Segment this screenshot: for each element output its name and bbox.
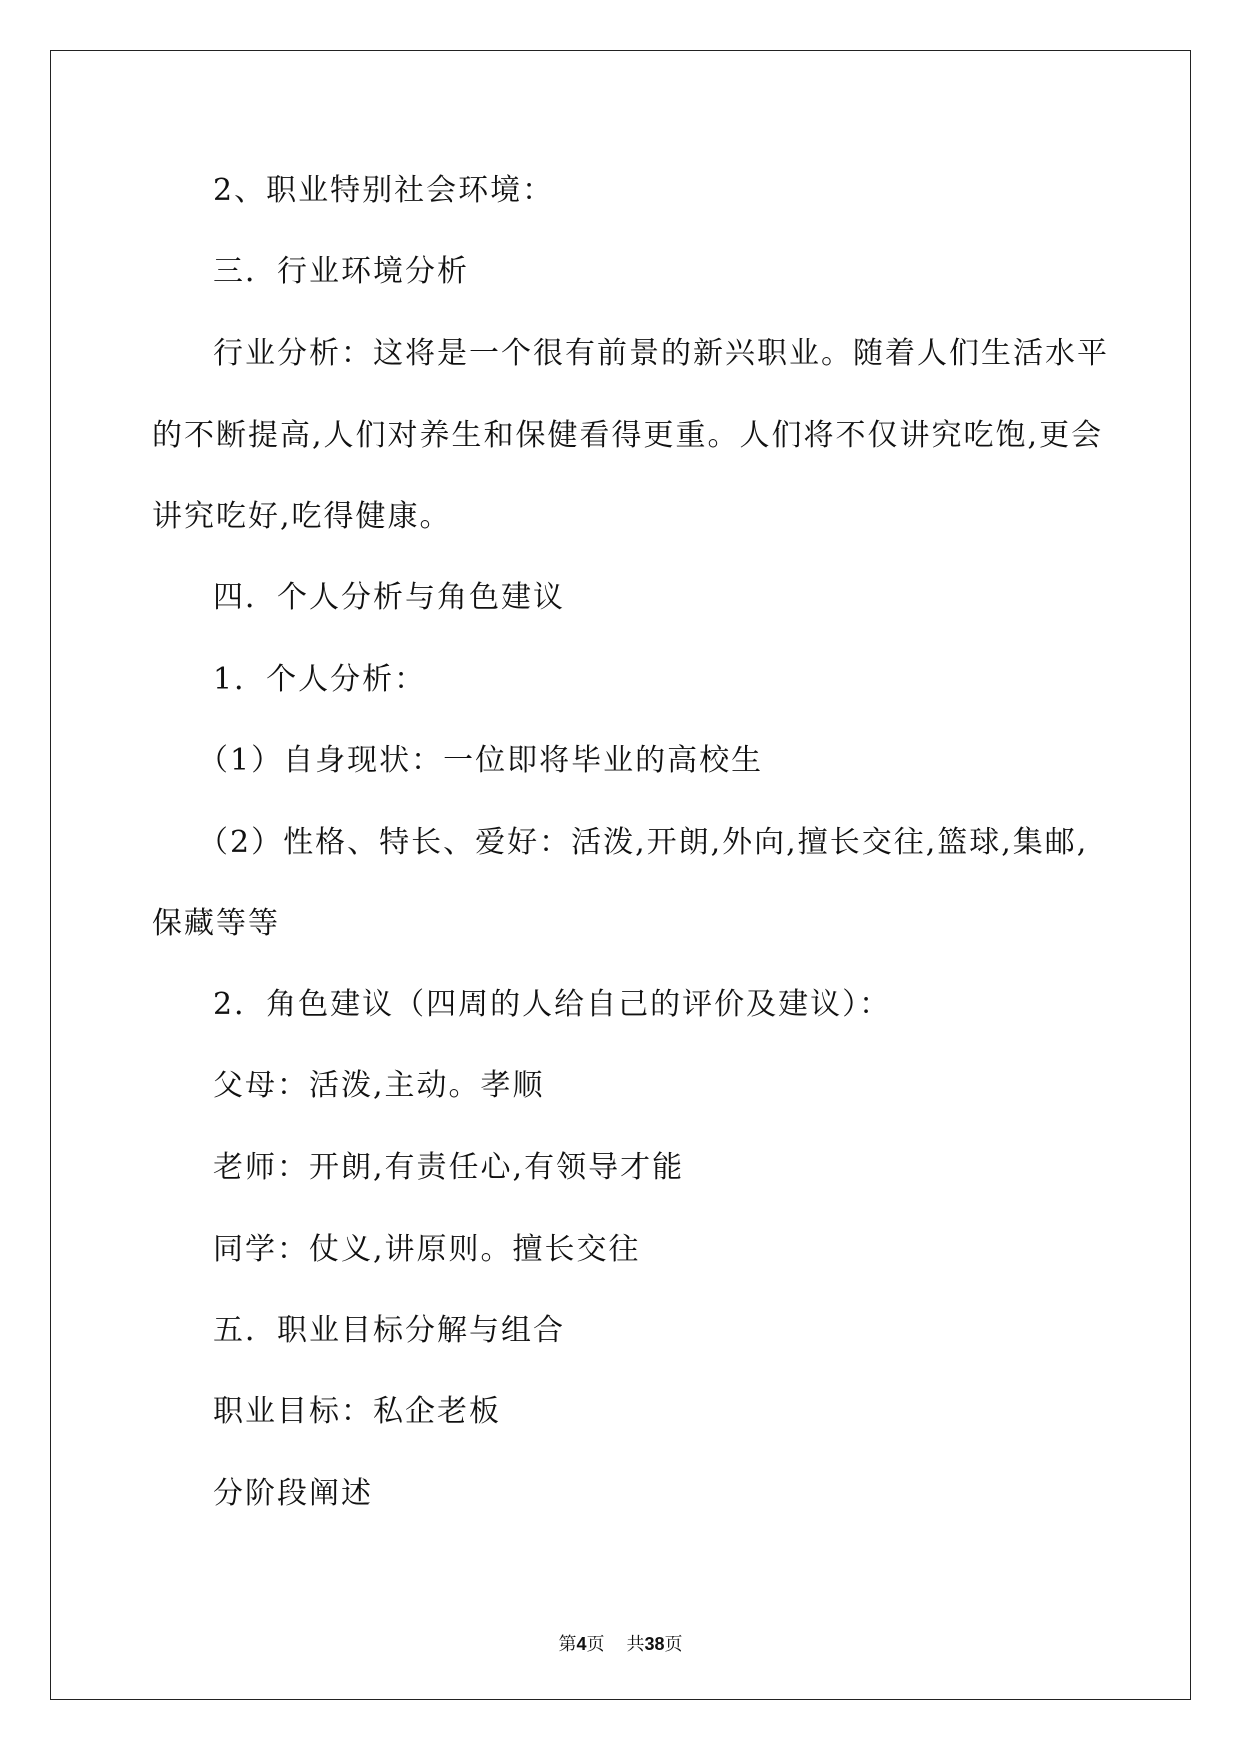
paragraph-line: 保藏等等	[152, 906, 280, 941]
paragraph-line: 同学：仗义,讲原则。擅长交往	[213, 1232, 641, 1267]
page-footer	[0, 1630, 1241, 1656]
page-border	[50, 50, 1191, 1700]
paragraph-line: （1）自身现状：一位即将毕业的高校生	[198, 743, 764, 778]
paragraph-line: 父母：活泼,主动。孝顺	[213, 1068, 545, 1103]
paragraph-line: 职业目标：私企老板	[213, 1394, 501, 1429]
total-pages: 38	[644, 1634, 665, 1654]
paragraph-line: 的不断提高,人们对养生和保健看得更重。人们将不仅讲究吃饱,更会	[152, 418, 1104, 453]
total-suffix: 页	[664, 1634, 683, 1655]
page-suffix: 页	[586, 1634, 605, 1655]
total-prefix: 共	[626, 1634, 645, 1655]
section-heading: 四．个人分析与角色建议	[213, 580, 565, 615]
section-heading: 三．行业环境分析	[213, 254, 469, 289]
subsection-heading: 2．角色建议（四周的人给自己的评价及建议）：	[213, 987, 892, 1022]
paragraph-line: 老师：开朗,有责任心,有领导才能	[213, 1150, 685, 1185]
paragraph-line: 分阶段阐述	[213, 1476, 373, 1511]
page-prefix: 第	[558, 1634, 577, 1655]
paragraph-line: 讲究吃好,吃得健康。	[152, 499, 452, 534]
page-number: 4	[576, 1634, 587, 1654]
section-heading: 2、职业特别社会环境：	[213, 173, 555, 208]
section-heading: 五．职业目标分解与组合	[213, 1313, 565, 1348]
paragraph-line: 行业分析：这将是一个很有前景的新兴职业。随着人们生活水平	[213, 336, 1109, 371]
subsection-heading: 1．个人分析：	[213, 662, 427, 697]
paragraph-line: （2）性格、特长、爱好：活泼,开朗,外向,擅长交往,篮球,集邮,	[198, 825, 1089, 860]
